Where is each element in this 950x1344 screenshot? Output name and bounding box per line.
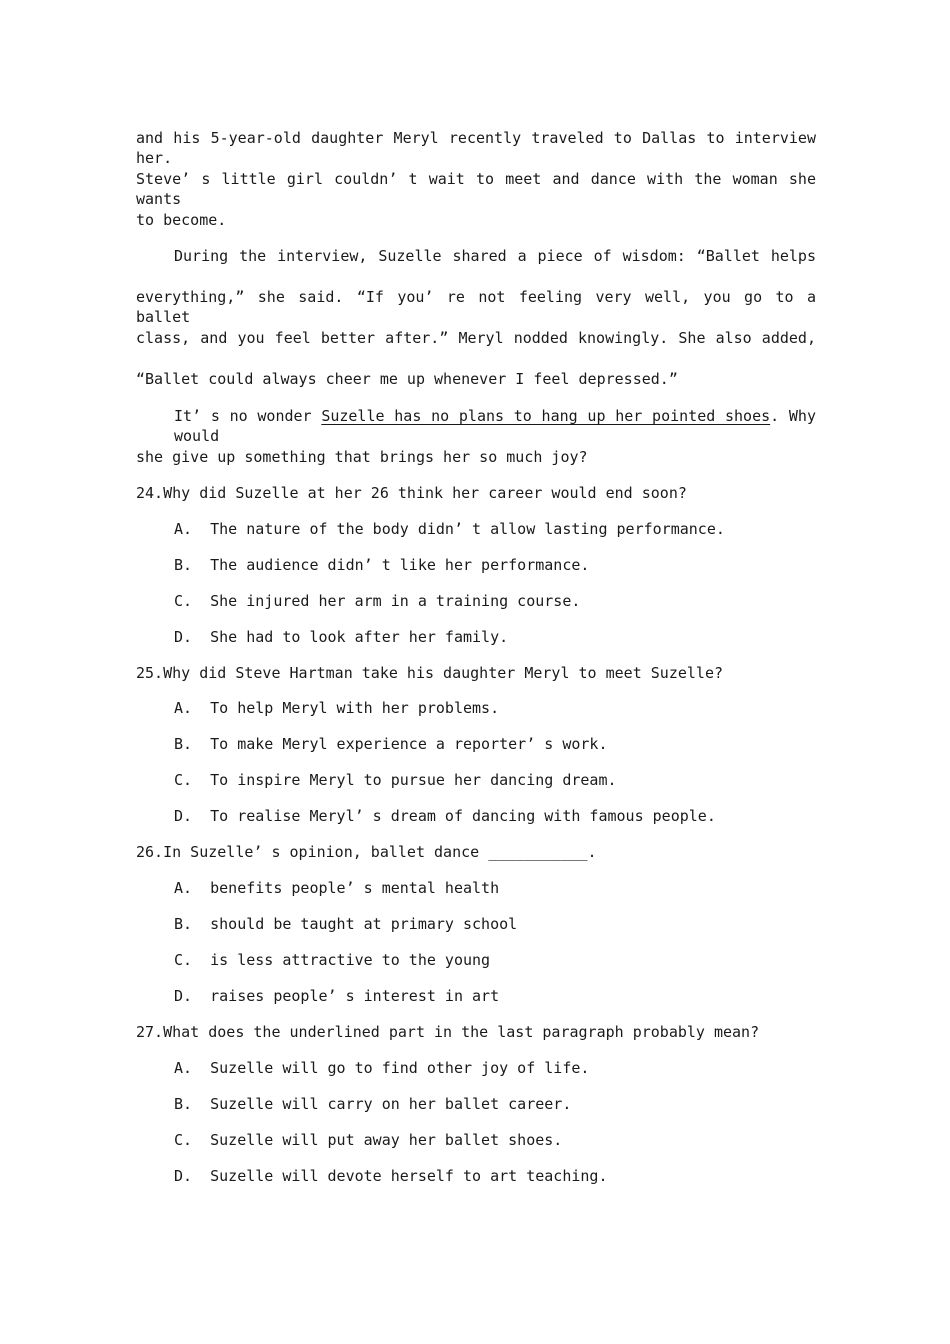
passage-line-8-pre: It’ s no wonder: [174, 407, 322, 425]
question-27-option-a: A. Suzelle will go to find other joy of life.: [174, 1059, 590, 1077]
question-24-option-d: D. She had to look after her family.: [174, 628, 509, 646]
question-25-option-c: C. To inspire Meryl to pursue her dancing dream.: [174, 771, 617, 789]
question-25-option-b: B. To make Meryl experience a reporter’ s work.: [174, 735, 608, 753]
passage-line-9: she give up something that brings her so much joy?: [136, 448, 588, 466]
passage-line-4: During the interview, Suzelle shared a piece of wisdom: “Ballet helps: [174, 247, 816, 265]
passage-line-8-post: . Why would: [174, 407, 816, 445]
question-25-option-d: D. To realise Meryl’ s dream of dancing with famous people.: [174, 807, 716, 825]
question-24-stem: 24.Why did Suzelle at her 26 think her career would end soon?: [136, 484, 687, 502]
passage-line-2: Steve’ s little girl couldn’ t wait to meet and dance with the woman she wants: [136, 170, 816, 208]
question-26-option-b: B. should be taught at primary school: [174, 915, 518, 933]
question-26-option-c: C. is less attractive to the young: [174, 951, 491, 969]
passage-line-6: class, and you feel better after.” Meryl nodded knowingly. She also added,: [136, 329, 816, 347]
question-24-option-a: A. The nature of the body didn’ t allow lasting performance.: [174, 520, 725, 538]
question-24-option-b: B. The audience didn’ t like her performance.: [174, 556, 590, 574]
underlined-part: Suzelle has no plans to hang up her pointed shoes: [321, 407, 771, 425]
question-24-option-c: C. She injured her arm in a training course.: [174, 592, 581, 610]
question-27-option-c: C. Suzelle will put away her ballet shoes.: [174, 1131, 563, 1149]
passage-line-3: to become.: [136, 211, 227, 229]
passage-line-5: everything,” she said. “If you’ re not feeling very well, you go to a ballet: [136, 288, 816, 326]
question-27-option-b: B. Suzelle will carry on her ballet career.: [174, 1095, 572, 1113]
question-25-option-a: A. To help Meryl with her problems.: [174, 699, 500, 717]
question-25-stem: 25.Why did Steve Hartman take his daughter Meryl to meet Suzelle?: [136, 664, 723, 682]
question-26-stem: 26.In Suzelle’ s opinion, ballet dance ___________.: [136, 843, 597, 861]
passage-line-7: “Ballet could always cheer me up whenever I feel depressed.”: [136, 370, 678, 388]
question-26-option-a: A. benefits people’ s mental health: [174, 879, 500, 897]
question-27-stem: 27.What does the underlined part in the last paragraph probably mean?: [136, 1023, 760, 1041]
passage-line-1: and his 5-year-old daughter Meryl recently traveled to Dallas to interview her.: [136, 129, 816, 167]
question-27-option-d: D. Suzelle will devote herself to art teaching.: [174, 1167, 608, 1185]
question-26-option-d: D. raises people’ s interest in art: [174, 987, 500, 1005]
passage-line-8: [174, 406, 816, 445]
